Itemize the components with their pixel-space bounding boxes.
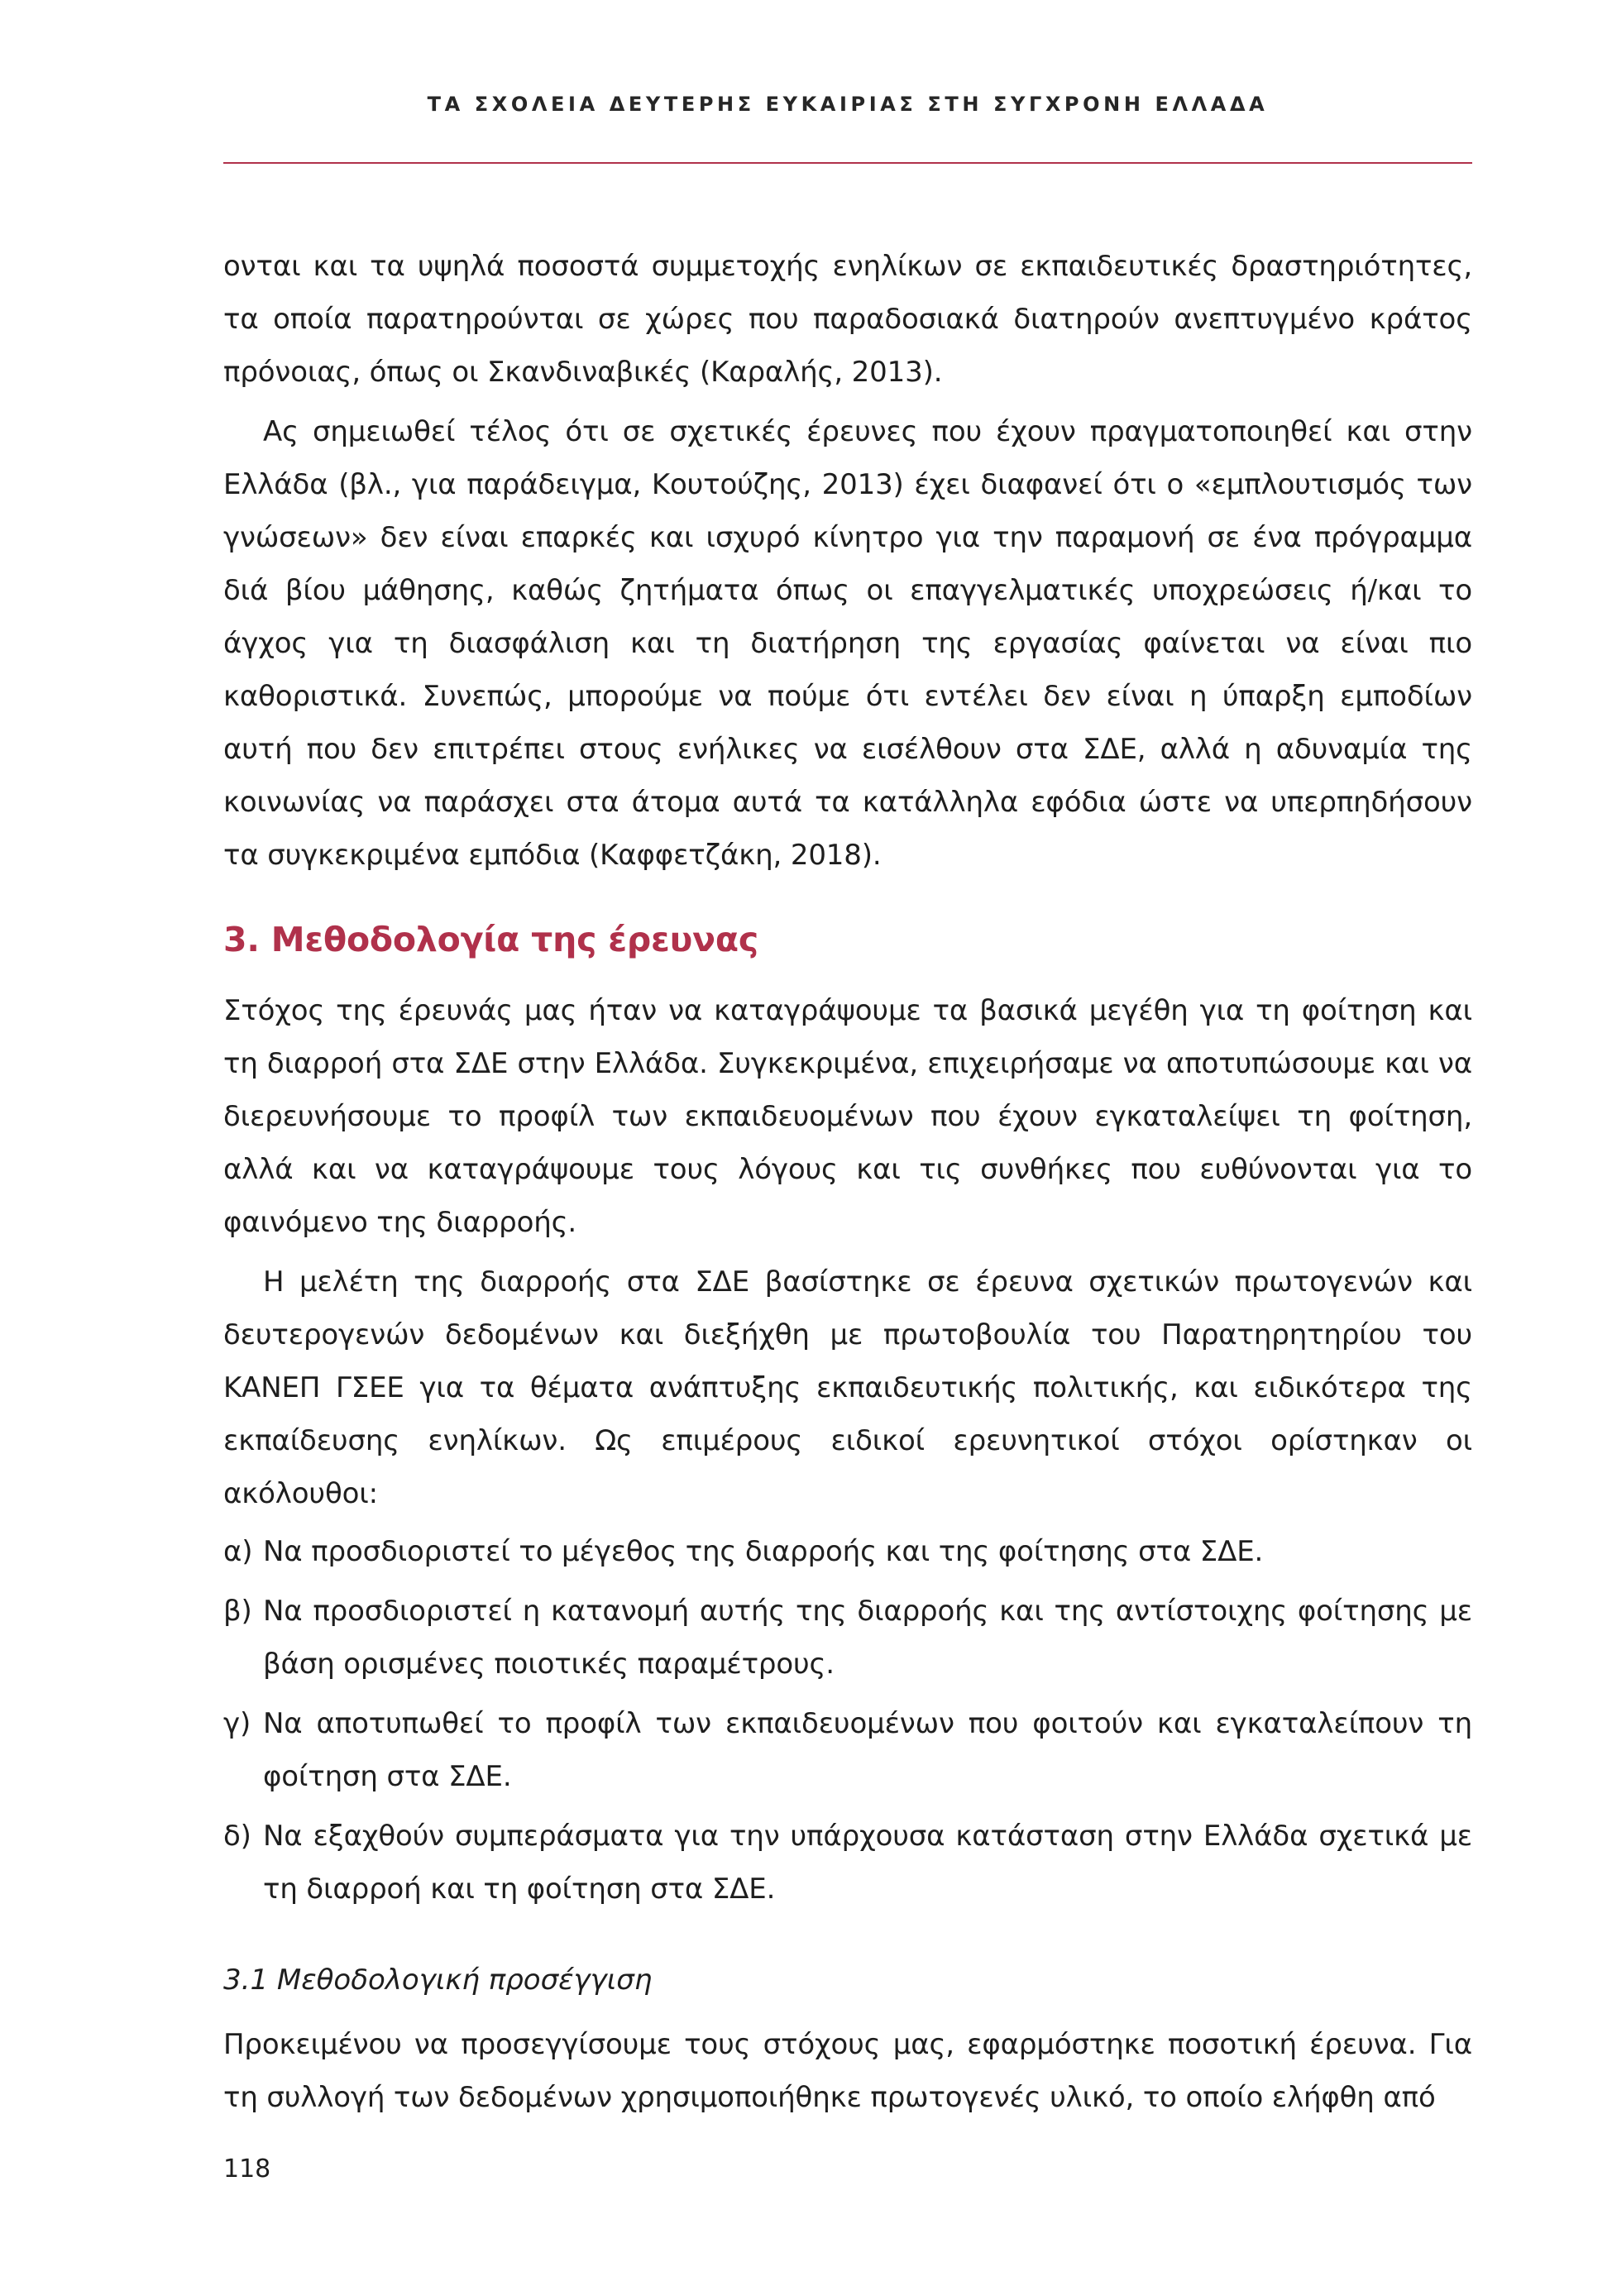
list-marker: β) <box>223 1595 252 1628</box>
paragraph-methodology: Προκειμένου να προσεγγίσουμε τους στόχους μας, εφαρμόστηκε ποσοτική έρευνα. Για τη συλλογή των δεδομένων χρησιμοποιήθηκε πρωτογενές υλικό, το οποίο ελήφθη από <box>223 2028 1472 2114</box>
running-header: ΤΑ ΣΧΟΛΕΙΑ ΔΕΥΤΕΡΗΣ ΕΥΚΑΙΡΙΑΣ ΣΤΗ ΣΥΓΧΡΟΝΗ ΕΛΛΑΔΑ <box>427 93 1269 116</box>
list-item <box>223 1810 1472 1916</box>
list-marker: α) <box>223 1535 253 1568</box>
objectives-list <box>223 1525 1472 1916</box>
paragraph-research-greece: Ας σημειωθεί τέλος ότι σε σχετικές έρευνες που έχουν πραγματοποιηθεί και στην Ελλάδα (βλ., για παράδειγμα, Κουτούζης, 2013) έχει διαφανεί ότι ο «εμπλουτισμός των γνώσεων» δεν είναι επαρκές και ισχυρό κίνητρο για την παραμονή σε ένα πρόγραμμα διά βίου μάθησης, καθώς ζητήματα όπως οι επαγγελματικές υποχρεώσεις ή/και το άγχος για τη διασφάλιση και τη διατήρηση της εργασίας φαίνεται να είναι πιο καθοριστικά. Συνεπώς, μπορούμε να πούμε ότι εντέλει δεν είναι η ύπαρξη εμποδίων αυτή που δεν επιτρέπει στους ενήλικες να εισέλθουν στα ΣΔΕ, αλλά η αδυναμία της κοινωνίας να παράσχει στα άτομα αυτά τα κατάλληλα εφόδια ώστε να υπερπηδήσουν τα συγκεκριμένα εμπόδια (Καφφετζάκη, 2018). <box>223 415 1472 872</box>
header-divider <box>223 162 1472 164</box>
page-body <box>223 240 1472 2124</box>
list-item <box>223 1525 1472 1578</box>
list-item-text: Να αποτυπωθεί το προφίλ των εκπαιδευομένων που φοιτούν και εγκαταλείπουν τη φοίτηση στα ΣΔΕ. <box>263 1707 1472 1793</box>
list-item-text: Να προσδιοριστεί η κατανομή αυτής της διαρροής και της αντίστοιχης φοίτησης με βάση ορισμένες ποιοτικές παραμέτρους. <box>263 1595 1472 1681</box>
list-item-text: Να εξαχθούν συμπεράσματα για την υπάρχουσα κατάσταση στην Ελλάδα σχετικά με τη διαρροή και τη φοίτηση στα ΣΔΕ. <box>263 1820 1472 1906</box>
section-title: 3. Μεθοδολογία της έρευνας <box>223 920 758 959</box>
list-item <box>223 1585 1472 1691</box>
subsection-title: 3.1 Μεθοδολογική προσέγγιση <box>223 1964 653 1997</box>
paragraph-research-goal: Στόχος της έρευνάς μας ήταν να καταγράψουμε τα βασικά μεγέθη για τη φοίτηση και τη διαρροή στα ΣΔΕ στην Ελλάδα. Συγκεκριμένα, επιχειρήσαμε να αποτυπώσουμε και να διερευνήσουμε το προφίλ των εκπαιδευομένων που έχουν εγκαταλείψει τη φοίτηση, αλλά και να καταγράψουμε τους λόγους και τις συνθήκες που ευθύνονται για το φαινόμενο της διαρροής. <box>223 994 1472 1239</box>
list-marker: δ) <box>223 1820 251 1853</box>
list-item <box>223 1697 1472 1803</box>
list-marker: γ) <box>223 1707 251 1740</box>
paragraph-research-study: Η μελέτη της διαρροής στα ΣΔΕ βασίστηκε σε έρευνα σχετικών πρωτογενών και δευτερογενών δεδομένων και διεξήχθη με πρωτοβουλία του Παρατηρητηρίου του ΚΑΝΕΠ ΓΣΕΕ για τα θέματα ανάπτυξης εκπαιδευτικής πολιτικής, και ειδικότερα της εκπαίδευσης ενηλίκων. Ως επιμέρους ειδικοί ερευνητικοί στόχοι ορίστηκαν οι ακόλουθοι: <box>223 1265 1472 1510</box>
paragraph-continuation: ονται και τα υψηλά ποσοστά συμμετοχής ενηλίκων σε εκπαιδευτικές δραστηριότητες, τα οποία παρατηρούνται σε χώρες που παραδοσιακά διατηρούν ανεπτυγμένο κράτος πρόνοιας, όπως οι Σκανδιναβικές (Καραλής, 2013). <box>223 250 1472 389</box>
page-number: 118 <box>223 2155 271 2184</box>
list-item-text: Να προσδιοριστεί το μέγεθος της διαρροής και της φοίτησης στα ΣΔΕ. <box>263 1535 1264 1568</box>
